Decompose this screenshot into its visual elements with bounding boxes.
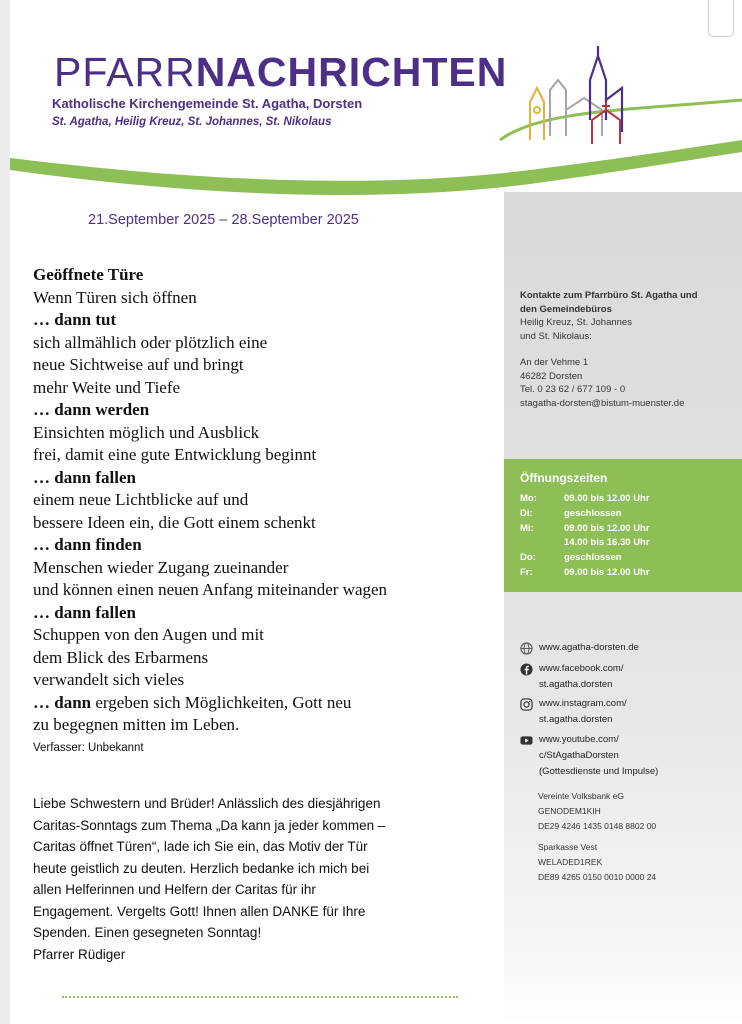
poem-line: zu begegnen mitten im Leben. <box>33 715 240 734</box>
letter-line: allen Helferinnen und Helfern der Caritas für ihr <box>33 882 316 897</box>
poem-line: Einsichten möglich und Ausblick <box>33 422 260 442</box>
poem-line: Wenn Türen sich öffnen <box>33 287 197 307</box>
church-building-gray <box>550 80 602 136</box>
bank-account <box>538 789 656 834</box>
poem-line: … dann werden <box>33 400 150 419</box>
bank-name: Vereinte Volksbank eG <box>538 791 625 801</box>
poem-title: Geöffnete Türe <box>33 265 144 284</box>
newsletter-page: PFARRNACHRICHTEN Katholische Kirchengemeinde St. Agatha, Dorsten St. Agatha, Heilig Kreuz, St. Johannes, St. Nikolaus 21.September 2025 – 28.September 2025 Geöffnete Türe Wenn Türen sich öffnen … dann tut sich allmählich oder plötzlich eine neue Sichtweise auf und bringt mehr Weite und Tiefe … dann werden Einsichten möglich und Ausblick frei, damit eine gute Entwicklung beginnt … dann fallen einem neue Lichtblicke auf und bessere Ideen ein, die Gott einem schenkt … dann finden Menschen wieder Zugang zueinander und können einen neuen Anfang miteinander wagen … dann fallen Schuppen von den Augen und mit dem Blick des Erbarmens verwandelt sich vieles … dann ergeben sich Möglichkeiten, Gott neu zu begegnen mitten im Leben. Verfasser: Unbekannt Liebe Schwestern und Brüder! Anlässlich des diesjährigen Caritas-Sonntags zum Thema „Da kann ja jeder kommen – Caritas öffnet Türen“, lade ich Sie ein, das Motiv der Tür heute geistlich zu deuten. Herzlich bedanke ich mich bei allen Helferinnen und Helfern der Caritas für ihr Engagement. Vergelts Gott! Ihnen allen DANKE für Ihre Spenden. Einen gesegneten Sonntag! Pfarrer Rüdiger Kontakte zum Pfarrbüro St. Agatha und den Gemeindebüros Heilig Kreuz, St. Johannes und St. Nikolaus: An der Vehme 1 46282 Dorsten Tel. 0 23 62 / 677 109 - 0 stagatha-dorsten@bistum-muenster.de Öffnungszeiten Mo: 09.00 bis 12.00 Uhr Di: geschlossen Mi: 09.00 bis 12.00 Uhr 14.00 bis 16.30 Uhr Do: geschlossen Fr: 09.00 bis 12.00 Uhr www.agatha-dorsten.de www.facebook.com/ st.agatha.dorsten www.instagram.com/ st.agatha.dorsten www.youtube.com/ c/StAgathaDorsten (Gottesdienste und Impulse) Vereinte Volksbank eG GENODEM1KIH DE29 4246 1435 0148 8802 00 Sparkasse Vest WELADED1REK DE89 4265 0150 0010 0000 24 <box>10 0 742 1024</box>
poem-line: verwandelt sich vieles <box>33 670 185 689</box>
facebook-icon <box>520 663 533 676</box>
date-range: 21.September 2025 – 28.September 2025 <box>88 212 359 228</box>
poem-line <box>33 692 493 715</box>
bank-bic: WELADED1REK <box>538 857 603 867</box>
church-tower-yellow <box>530 88 544 140</box>
poem-line-bold: … dann <box>33 692 92 712</box>
phone-number[interactable]: Tel. 0 23 62 / 677 109 - 0 <box>520 384 626 395</box>
church-chapel-red <box>592 102 620 144</box>
poem-line: und können einen neuen Anfang miteinander wagen <box>33 580 388 599</box>
poem-line: mehr Weite und Tiefe <box>33 377 181 397</box>
address-street: An der Vehme 1 <box>520 357 589 368</box>
newsletter-title <box>54 48 507 96</box>
letter-line: Engagement. Vergelts Gott! Ihnen allen DANKE für Ihre <box>33 903 366 919</box>
bank-account <box>538 840 656 885</box>
poem-line: sich allmählich oder plötzlich eine <box>33 332 268 352</box>
letter-signature: Pfarrer Rüdiger <box>33 946 126 962</box>
poem-line: neue Sichtweise auf und bringt <box>33 355 244 374</box>
poem-line: einem neue Lichtblicke auf und <box>33 490 249 509</box>
parish-list: St. Agatha, Heilig Kreuz, St. Johannes, St. Nikolaus <box>52 116 332 128</box>
opening-hours-box <box>504 459 742 592</box>
letter-line: heute geistlich zu deuten. Herzlich bedanke ich mich bei <box>33 860 370 876</box>
parish-name: Katholische Kirchengemeinde St. Agatha, Dorsten <box>52 96 363 111</box>
bank-iban: DE89 4265 0150 0010 0000 24 <box>538 872 657 882</box>
bank-name: Sparkasse Vest <box>538 842 598 852</box>
globe-icon <box>520 642 533 655</box>
hours-row: Do: geschlossen <box>520 552 622 563</box>
letter-line: Liebe Schwestern und Brüder! Anlässlich des diesjährigen <box>33 796 381 811</box>
contact-heading: den Gemeindebüros <box>520 303 612 315</box>
contact-sub: und St. Nikolaus: <box>520 330 592 342</box>
contact-heading: Kontakte zum Pfarrbüro St. Agatha und <box>520 290 698 301</box>
page-corner-tab <box>708 0 734 37</box>
dotted-divider <box>62 996 458 998</box>
hours-row: Fr: 09.00 bis 12.00 Uhr <box>520 567 650 578</box>
hours-row: Mi: 09.00 bis 12.00 Uhr <box>520 523 650 534</box>
poem-line: bessere Ideen ein, die Gott einem schenkt <box>33 512 316 532</box>
poem-line: dem Blick des Erbarmens <box>33 647 209 667</box>
title-part-bold: NACHRICHTEN <box>195 49 508 95</box>
address-city: 46282 Dorsten <box>520 370 583 382</box>
hours-row: Di: geschlossen <box>520 508 622 519</box>
bank-iban: DE29 4246 1435 0148 8802 00 <box>538 821 657 831</box>
bank-bic: GENODEM1KIH <box>538 806 601 816</box>
poem-line: … dann tut <box>33 310 117 329</box>
opening-hours-title: Öffnungszeiten <box>520 471 608 485</box>
letter-line: Caritas-Sonntags zum Thema „Da kann ja jeder kommen – <box>33 817 386 833</box>
title-part-light: PFARR <box>54 49 196 95</box>
pastor-letter <box>33 793 483 965</box>
contact-block <box>520 289 698 410</box>
email-link[interactable]: stagatha-dorsten@bistum-muenster.de <box>520 397 685 409</box>
instagram-icon <box>520 698 533 711</box>
poem-line-rest: ergeben sich Möglichkeiten, Gott neu <box>91 692 352 712</box>
poem-line: … dann fallen <box>33 467 136 487</box>
letter-line: Caritas öffnet Türen“, lade ich Sie ein, das Motiv der Tür <box>33 839 368 854</box>
contact-sub: Heilig Kreuz, St. Johannes <box>520 317 632 328</box>
letter-line: Spenden. Einen gesegneten Sonntag! <box>33 925 262 940</box>
poem-line: … dann finden <box>33 535 142 554</box>
poem-line: Menschen wieder Zugang zueinander <box>33 557 289 577</box>
hours-row: Mo: 09.00 bis 12.00 Uhr <box>520 493 650 504</box>
poem-author: Verfasser: Unbekannt <box>33 742 144 754</box>
poem-line: frei, damit eine gute Entwicklung beginnt <box>33 445 317 464</box>
youtube-icon <box>520 734 533 747</box>
poem-line: Schuppen von den Augen und mit <box>33 625 264 644</box>
poem <box>33 264 493 737</box>
poem-line: … dann fallen <box>33 602 136 622</box>
hours-row: 14.00 bis 16.30 Uhr <box>564 537 650 548</box>
